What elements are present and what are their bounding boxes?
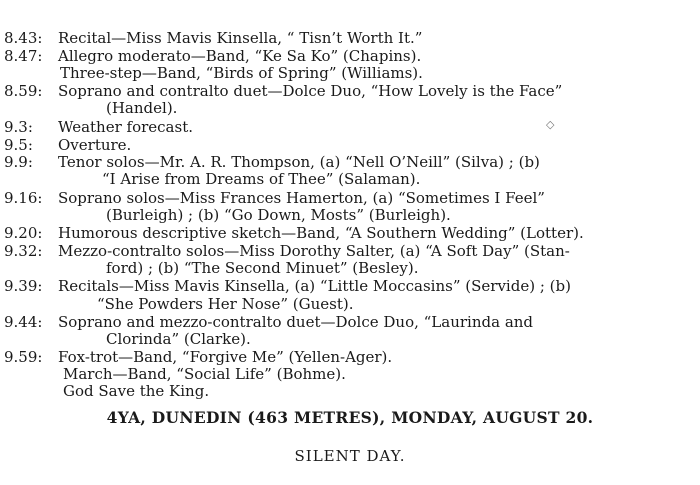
entry-text: Overture. bbox=[58, 136, 132, 154]
entry-time: 9.32: bbox=[4, 242, 43, 260]
entry-text: Weather forecast. bbox=[58, 118, 193, 136]
entry-text: Allegro moderato—Band, “Ke Sa Ko” (Chapins). bbox=[58, 47, 422, 65]
entry-time: 8.43: bbox=[4, 29, 43, 47]
entry-text: Soprano and contralto duet—Dolce Duo, “How Lovely is the Face” bbox=[58, 82, 563, 100]
entry-time: 9.3: bbox=[4, 118, 33, 136]
entry-text: ford) ; (b) “The Second Minuet” (Besley). bbox=[106, 259, 419, 277]
entry-time: 9.44: bbox=[4, 313, 43, 331]
entry-time: 8.59: bbox=[4, 82, 43, 100]
entry-text: “She Powders Her Nose” (Guest). bbox=[97, 295, 354, 313]
entry-text: (Handel). bbox=[106, 99, 178, 117]
entry-time: 9.5: bbox=[4, 136, 33, 154]
entry-time: 9.9: bbox=[4, 153, 33, 171]
silent-day-notice: SILENT DAY. bbox=[294, 447, 406, 465]
entry-time: 9.59: bbox=[4, 348, 43, 366]
entry-text: (Burleigh) ; (b) “Go Down, Mosts” (Burleigh). bbox=[106, 206, 451, 224]
entry-text: Humorous descriptive sketch—Band, “A Southern Wedding” (Lotter). bbox=[58, 224, 584, 242]
entry-text: Soprano and mezzo-contralto duet—Dolce Duo, “Laurinda and bbox=[58, 313, 534, 331]
entry-text: Three-step—Band, “Birds of Spring” (Williams). bbox=[60, 64, 423, 82]
entry-text: Recital—Miss Mavis Kinsella, “ Tisn’t Worth It.” bbox=[58, 29, 423, 47]
entry-time: 8.47: bbox=[4, 47, 43, 65]
entry-text: “I Arise from Dreams of Thee” (Salaman). bbox=[102, 170, 421, 188]
entry-text: Tenor solos—Mr. A. R. Thompson, (a) “Nell O’Neill” (Silva) ; (b) bbox=[58, 153, 540, 171]
entry-time: 9.16: bbox=[4, 189, 43, 207]
entry-time: 9.20: bbox=[4, 224, 43, 242]
entry-text: God Save the King. bbox=[63, 382, 210, 400]
station-heading: 4YA, DUNEDIN (463 METRES), MONDAY, AUGUST 20. bbox=[106, 408, 594, 427]
entry-text: Mezzo-contralto solos—Miss Dorothy Salter, (a) “A Soft Day” (Stan- bbox=[58, 242, 570, 260]
entry-time: 9.39: bbox=[4, 277, 43, 295]
entry-text: Soprano solos—Miss Frances Hamerton, (a) “Sometimes I Feel” bbox=[58, 189, 545, 207]
entry-text: Clorinda” (Clarke). bbox=[106, 330, 251, 348]
entry-text: Recitals—Miss Mavis Kinsella, (a) “Little Moccasins” (Servide) ; (b) bbox=[58, 277, 571, 295]
entry-text: March—Band, “Social Life” (Bohme). bbox=[63, 365, 346, 383]
entry-text: Fox-trot—Band, “Forgive Me” (Yellen-Ager). bbox=[58, 348, 393, 366]
print-blemish-icon: ◇ bbox=[546, 118, 555, 131]
